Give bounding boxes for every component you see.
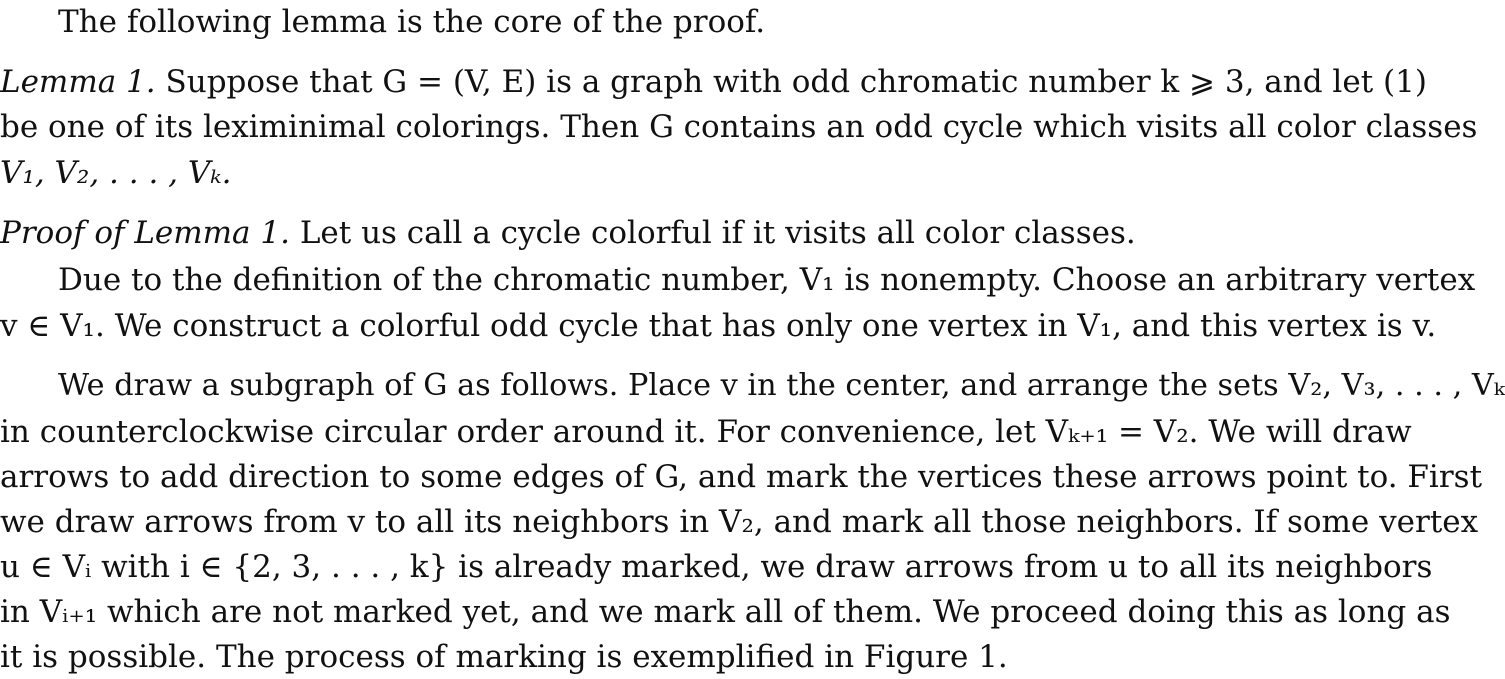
proof-text-10: it is possible. The process of marking is exemplified in Figure 1. (0, 639, 1008, 675)
proof-line-3 (0, 304, 1505, 348)
proof-heading: Proof of Lemma 1. (0, 215, 290, 251)
proof-text-2: Due to the definition of the chromatic number, V₁ is nonempty. Choose an arbitrary vertex (58, 262, 1476, 298)
proof-line-5 (0, 410, 1505, 454)
intro-text: The following lemma is the core of the proof. (58, 4, 766, 40)
proof-text-8: u ∈ Vᵢ with i ∈ {2, 3, . . . , k} is already marked, we draw arrows from u to all its neighbors (0, 549, 1433, 585)
proof-text-9: in Vᵢ₊₁ which are not marked yet, and we mark all of them. We proceed doing this as long as (0, 594, 1451, 630)
lemma-heading: Lemma 1. (0, 64, 156, 100)
proof-text-7: we draw arrows from v to all its neighbors in V₂, and mark all those neighbors. If some vertex (0, 504, 1479, 540)
proof-line-7 (0, 500, 1505, 544)
proof-line-8 (0, 545, 1505, 589)
lemma-text-3: V₁, V₂, . . . , Vₖ. (0, 155, 232, 191)
lemma-line-2 (0, 105, 1505, 149)
proof-line-6 (0, 455, 1505, 499)
proof-line-4 (58, 364, 1505, 408)
lemma-line-3 (0, 151, 1505, 195)
proof-text-3: v ∈ V₁. We construct a colorful odd cycle that has only one vertex in V₁, and this vertex is v. (0, 308, 1437, 344)
proof-line-9 (0, 590, 1505, 634)
proof-text-1: Let us call a cycle colorful if it visits all color classes. (299, 215, 1136, 251)
proof-line-2 (58, 258, 1505, 302)
proof-text-6: arrows to add direction to some edges of G, and mark the vertices these arrows point to. First (0, 459, 1483, 495)
lemma-text-2: be one of its leximinimal colorings. Then G contains an odd cycle which visits all color classes (0, 109, 1478, 145)
lemma-text-1: Suppose that G = (V, E) is a graph with odd chromatic number k ⩾ 3, and let (1) (165, 64, 1427, 100)
proof-line-10 (0, 635, 1505, 679)
lemma-line-1 (0, 60, 1505, 104)
intro-line (58, 0, 1505, 44)
proof-text-5: in counterclockwise circular order around it. For convenience, let Vₖ₊₁ = V₂. We will draw (0, 414, 1412, 450)
proof-line-1 (0, 211, 1505, 255)
proof-text-4: We draw a subgraph of G as follows. Place v in the center, and arrange the sets V₂, V₃, . . . , Vₖ (58, 368, 1505, 403)
